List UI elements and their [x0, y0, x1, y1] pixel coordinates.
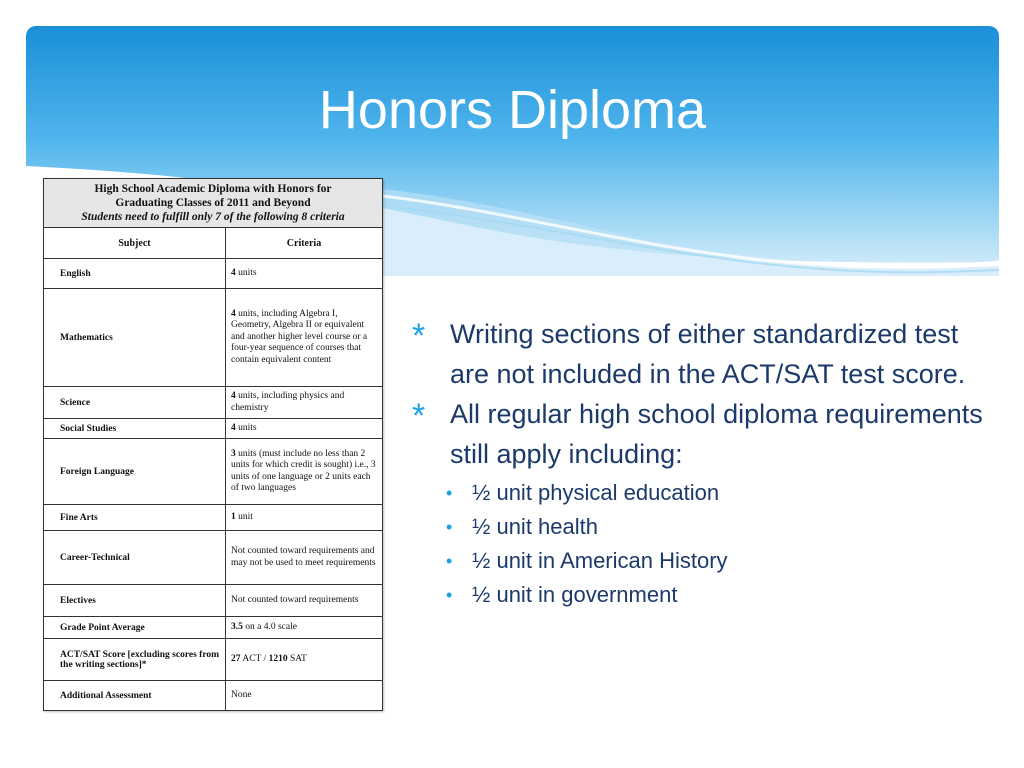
criteria-cell — [226, 259, 383, 289]
table-row — [44, 439, 383, 505]
dot-bullet-icon: • — [446, 517, 453, 537]
sub-bullet-item — [446, 578, 1002, 612]
star-bullet-icon: * — [412, 397, 426, 435]
criteria-text: units — [235, 422, 257, 433]
sub-bullet-item — [446, 510, 1002, 544]
bullet-text: All regular high school diploma requirements still apply including: — [450, 399, 983, 469]
criteria-number: 4 — [231, 422, 236, 433]
criteria-number: 3 — [231, 448, 236, 459]
criteria-number: 3.5 — [231, 621, 243, 632]
criteria-number: 1 — [231, 511, 236, 522]
criteria-number: 27 — [231, 653, 241, 664]
table-row — [44, 585, 383, 617]
bullet-text: Writing sections of either standardized test are not included in the ACT/SAT test score. — [450, 319, 966, 389]
bullet-item — [412, 394, 1002, 612]
column-header-subject: Subject — [44, 228, 226, 259]
subject-cell: Science — [44, 387, 226, 419]
subject-cell: English — [44, 259, 226, 289]
subject-cell: Fine Arts — [44, 505, 226, 531]
caption-line-2: Graduating Classes of 2011 and Beyond — [115, 197, 311, 209]
dot-bullet-icon: • — [446, 483, 453, 503]
criteria-number: 4 — [231, 308, 236, 319]
criteria-text: None — [231, 689, 252, 700]
criteria-text: units, including physics and chemistry — [231, 391, 345, 413]
criteria-cell — [226, 419, 383, 439]
table-caption — [44, 179, 383, 228]
criteria-text: Not counted toward requirements and may not be used to meet requirements — [231, 546, 376, 568]
subject-cell: ACT/SAT Score [excluding scores from the writing sections]* — [44, 639, 226, 681]
sub-bullet-item — [446, 544, 1002, 578]
subject-cell: Grade Point Average — [44, 617, 226, 639]
caption-line-3: Students need to fulfill only 7 of the following 8 criteria — [81, 211, 345, 223]
table-row — [44, 617, 383, 639]
criteria-cell — [226, 639, 383, 681]
honors-requirements-table — [43, 178, 383, 711]
criteria-cell — [226, 439, 383, 505]
sub-bullet-text: ½ unit health — [472, 514, 598, 539]
dot-bullet-icon: • — [446, 585, 453, 605]
column-header-criteria: Criteria — [226, 228, 383, 259]
criteria-text: units (must include no less than 2 units for which credit is sought) i.e., 3 units of one language or 2 units each of two languages — [231, 448, 376, 493]
subject-cell: Electives — [44, 585, 226, 617]
criteria-number: 4 — [231, 391, 236, 401]
table-caption-row — [44, 179, 383, 228]
criteria-number: 4 — [231, 267, 236, 278]
criteria-text: ACT / — [240, 653, 269, 664]
sub-bullet-list — [446, 476, 1002, 612]
criteria-text: SAT — [287, 653, 307, 664]
criteria-cell — [226, 387, 383, 419]
table-row — [44, 681, 383, 711]
caption-line-1: High School Academic Diploma with Honors for — [94, 183, 332, 195]
criteria-text: on a 4.0 scale — [242, 621, 297, 632]
table-row — [44, 639, 383, 681]
sub-bullet-item — [446, 476, 1002, 510]
criteria-cell — [226, 681, 383, 711]
criteria-text: units, including Algebra I, Geometry, Algebra II or equivalent and another higher level course or a four-year sequence of courses that contain equivalent content — [231, 308, 368, 365]
criteria-cell — [226, 531, 383, 585]
criteria-cell — [226, 617, 383, 639]
table-row — [44, 531, 383, 585]
dot-bullet-icon: • — [446, 551, 453, 571]
star-bullet-icon: * — [412, 317, 426, 355]
table-row — [44, 505, 383, 531]
table-row — [44, 387, 383, 419]
criteria-text: Not counted toward requirements — [231, 594, 359, 605]
table-header-row — [44, 228, 383, 259]
subject-cell: Social Studies — [44, 419, 226, 439]
subject-cell: Career-Technical — [44, 531, 226, 585]
subject-cell: Foreign Language — [44, 439, 226, 505]
table-row — [44, 419, 383, 439]
bullet-list — [412, 314, 1002, 612]
criteria-text: unit — [235, 511, 253, 522]
criteria-text: units — [235, 267, 257, 278]
slide-title: Honors Diploma — [318, 80, 707, 140]
criteria-cell — [226, 289, 383, 387]
criteria-number: 1210 — [268, 653, 288, 664]
sub-bullet-text: ½ unit in American History — [472, 548, 728, 573]
criteria-cell — [226, 505, 383, 531]
table-row — [44, 289, 383, 387]
sub-bullet-text: ½ unit in government — [472, 582, 678, 607]
criteria-cell — [226, 585, 383, 617]
bullet-item — [412, 314, 1002, 394]
subject-cell: Mathematics — [44, 289, 226, 387]
sub-bullet-text: ½ unit physical education — [472, 480, 720, 505]
subject-cell: Additional Assessment — [44, 681, 226, 711]
table-row — [44, 259, 383, 289]
